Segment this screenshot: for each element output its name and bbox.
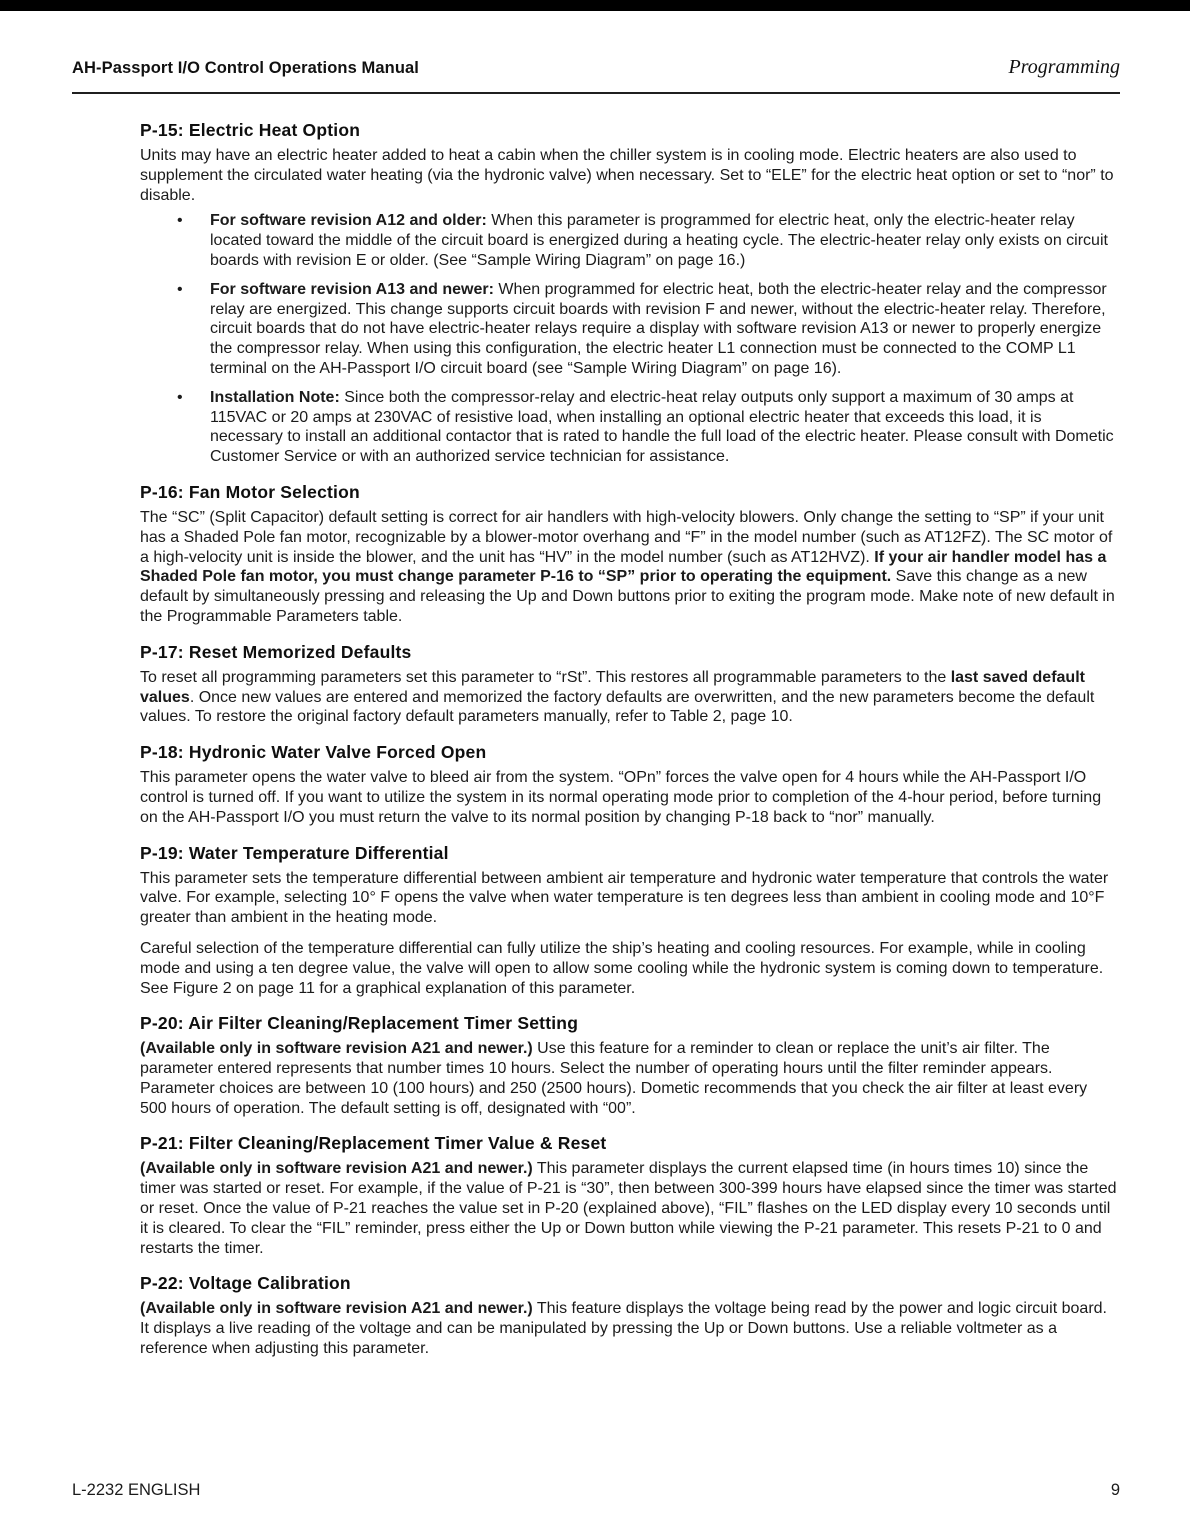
p21-heading: P-21: Filter Cleaning/Replacement Timer Value & Reset	[140, 1133, 607, 1154]
p18-heading: P-18: Hydronic Water Valve Forced Open	[140, 742, 487, 763]
p16-paragraph	[140, 508, 1118, 627]
section-p22	[140, 1273, 1118, 1358]
bullet-lead: For software revision A13 and newer:	[210, 280, 494, 298]
p15-intro-paragraph: Units may have an electric heater added to heat a cabin when the chiller system is in cooling mode. Electric heaters are also used to supplement the circulated water heating (via the hydronic valve) when necessary. Set to “ELE” for the electric heat option or set to “nor” to disable.	[140, 147, 1114, 204]
p22-paragraph	[140, 1299, 1118, 1358]
section-p20	[140, 1013, 1118, 1118]
top-border-bar	[0, 0, 1190, 11]
p17-text-pre: To reset all programming parameters set this parameter to “rSt”. This restores all programmable parameters to the	[140, 668, 951, 686]
p21-text: This parameter displays the current elapsed time (in hours times 10) since the timer was started or reset. For example, if the value of P-21 is “30”, then between 300-399 hours have elapsed since the timer was started or reset. Once the value of P-21 reaches the value set in P-20 (explained above), “FIL” flashes on the LED display every 10 seconds until it is cleared. To clear the “FIL” reminder, press either the Up or Down button while viewing the P-21 parameter. This resets P-21 to 0 and restarts the timer.	[140, 1160, 1117, 1257]
page-content	[140, 120, 1118, 1359]
bullet-item-a13	[140, 280, 1118, 379]
p21-paragraph	[140, 1159, 1118, 1258]
p22-heading: P-22: Voltage Calibration	[140, 1273, 351, 1294]
bullet-text: Since both the compressor-relay and electric-heat relay outputs only support a maximum of 30 amps at 115VAC or 20 amps at 230VAC of resistive load, when installing an optional electric heater that exceeds this load, it is necessary to install an additional contactor that is rated to handle the full load of the electric heater. Please consult with Dometic Customer Service or with an authorized service technician for assistance.	[210, 388, 1114, 466]
p15-bullet-list	[140, 211, 1118, 467]
bullet-lead: Installation Note:	[210, 388, 340, 406]
p22-availability-note: (Available only in software revision A21 and newer.)	[140, 1300, 533, 1318]
section-p21	[140, 1133, 1118, 1258]
p16-heading: P-16: Fan Motor Selection	[140, 481, 360, 502]
document-id: L-2232 ENGLISH	[72, 1481, 201, 1499]
p17-text-post: . Once new values are entered and memorized the factory defaults are overwritten, and the new parameters become the default values. To restore the original factory default parameters manually, refer to Table 2, page 10.	[140, 688, 1095, 726]
bullet-text: When this parameter is programmed for electric heat, only the electric-heater relay located toward the middle of the circuit board is energized during a heating cycle. The electric-heater relay only exists on circuit boards with revision E or older. (See “Sample Wiring Diagram” on page 16.)	[210, 212, 1108, 269]
p20-availability-note: (Available only in software revision A21 and newer.)	[140, 1040, 533, 1058]
p19-paragraph-2: Careful selection of the temperature differential can fully utilize the ship’s heating and cooling resources. For example, while in cooling mode and using a ten degree value, the valve will open to allow some cooling while the hydronic system is coming down to temperature. See Figure 2 on page 11 for a graphical explanation of this parameter.	[140, 939, 1104, 997]
p20-text: Use this feature for a reminder to clean or replace the unit’s air filter. The parameter entered represents that number times 10 hours. Select the number of operating hours until the filter reminder appears. Parameter choices are between 10 (100 hours) and 250 (2500 hours). Dometic recommends that you check the air filter at least every 500 hours of operation. The default setting is off, designated with “00”.	[140, 1040, 1088, 1117]
p17-text-bold: last saved default values	[140, 668, 1085, 706]
p20-heading: P-20: Air Filter Cleaning/Replacement Timer Setting	[140, 1013, 579, 1034]
bullet-lead: For software revision A12 and older:	[210, 212, 487, 230]
page-footer	[72, 1481, 1120, 1500]
p16-text-pre: The “SC” (Split Capacitor) default setting is correct for air handlers with high-velocity blowers. Only change the setting to “SP” if your unit has a Shaded Pole fan motor, recognizable by a blower-motor overhang and “F” in the model number (such as AT12FZ). The SC motor of a high-velocity unit is inside the blower, and the unit has “HV” in the model number (such as AT12HVZ).	[140, 508, 1113, 566]
p17-heading: P-17: Reset Memorized Defaults	[140, 641, 412, 662]
manual-title: AH-Passport I/O Control Operations Manual	[72, 59, 419, 77]
page-number: 9	[1110, 1481, 1120, 1499]
section-p15	[140, 120, 1118, 467]
p15-heading: P-15: Electric Heat Option	[140, 120, 361, 140]
p16-text-post: Save this change as a new default by simultaneously pressing and releasing the Up and Down buttons prior to exiting the program mode. Make note of new default in the Programmable Parameters table.	[140, 568, 1115, 625]
section-p19	[140, 843, 1118, 999]
p19-paragraph-1: This parameter sets the temperature differential between ambient air temperature and hydronic water temperature that controls the water valve. For example, selecting 10° F opens the valve when water temperature is ten degrees less than ambient in cooling mode and 10°F greater than ambient in the heating mode.	[140, 869, 1109, 927]
bullet-item-a12	[140, 211, 1118, 270]
bullet-text: When programmed for electric heat, both the electric-heater relay and the compressor relay are energized. This change supports circuit boards with revision F and newer, without the electric-heater relay. Therefore, circuit boards that do not have electric-heater relays require a display with software revision A13 or newer to properly energize the compressor relay. When using this configuration, the electric heater L1 connection must be connected to the COMP L1 terminal on the AH-Passport I/O circuit board (see “Sample Wiring Diagram” on page 16).	[210, 280, 1107, 377]
page-header	[72, 56, 1120, 94]
p22-text: This feature displays the voltage being read by the power and logic circuit board. It displays a live reading of the voltage and can be manipulated by pressing the Up or Down buttons. Use a reliable voltmeter as a reference when adjusting this parameter.	[140, 1300, 1107, 1358]
section-p16	[140, 482, 1118, 627]
p19-heading: P-19: Water Temperature Differential	[140, 842, 449, 863]
section-p17	[140, 642, 1118, 727]
p16-text-bold: If your air handler model has a Shaded Pole fan motor, you must change parameter P-16 to “SP” prior to operating the equipment.	[140, 548, 1107, 586]
p17-paragraph	[140, 668, 1118, 727]
bullet-item-installation-note	[140, 388, 1118, 467]
p18-paragraph: This parameter opens the water valve to bleed air from the system. “OPn” forces the valve open for 4 hours while the AH-Passport I/O control is turned off. If you want to utilize the system in its normal operating mode prior to completion of the 4-hour period, before turning on the AH-Passport I/O you must return the valve to its normal position by changing P-18 back to “nor” manually.	[140, 769, 1102, 826]
chapter-name: Programming	[1008, 56, 1120, 78]
section-p18	[140, 742, 1118, 827]
p21-availability-note: (Available only in software revision A21 and newer.)	[140, 1160, 533, 1178]
p20-paragraph	[140, 1039, 1118, 1118]
